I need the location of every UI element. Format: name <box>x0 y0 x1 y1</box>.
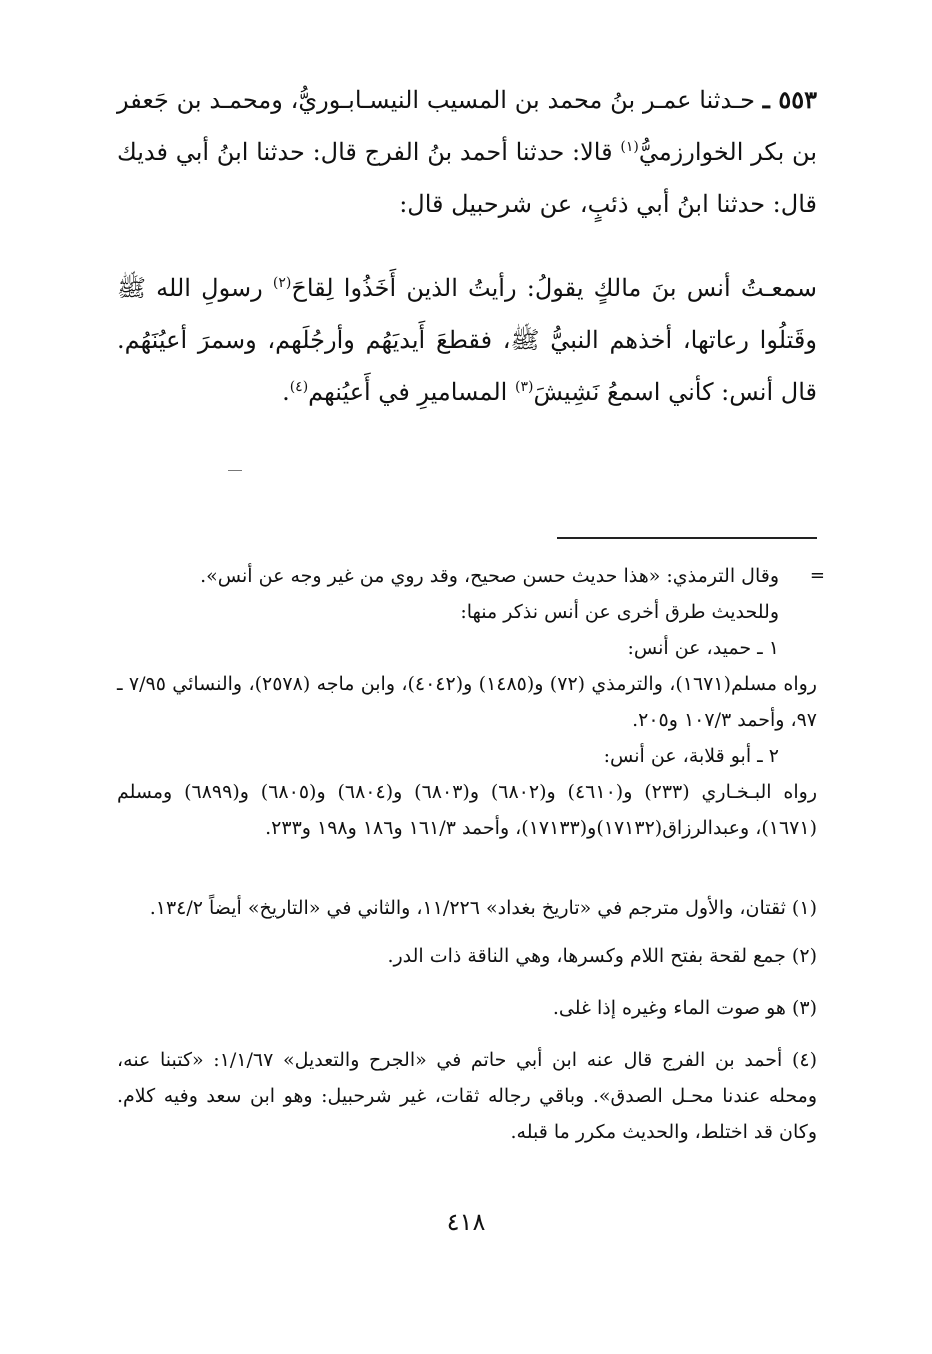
hadith-number: ٥٥٣ ـ <box>762 85 817 114</box>
continued-note <box>117 558 825 846</box>
footnote-ref-2[interactable]: (٢) <box>272 275 292 291</box>
footnote-1: (١) ثقتان، والأول مترجم في «تاريخ بغداد» ١١/٢٢٦، والثاني في «التاريخ» أيضاً ١٣٤/٢. <box>149 897 817 919</box>
matn-text-3: المساميرِ في أَعيُنهم <box>308 378 508 406</box>
page-number: ٤١٨ <box>446 1208 486 1236</box>
matn-text-1: سمعـتُ أنس بنَ مالكٍ يقولُ: رأيتُ الذين أَخَذُوا لِقاحَ <box>291 274 817 302</box>
continuation-marker: = <box>809 565 825 586</box>
note-paragraph-1: رواه مسلم(١٦٧١)، والترمذي (٧٢) و(١٤٨٥) و(٤٠٤٢)، وابن ماجه (٢٥٧٨)، والنسائي ٧/٩٥ ـ ٩٧، وأحمد ١٠٧/٣ و٢٠٥. <box>117 673 817 731</box>
isnad-text-1: حـدثنا عمـر بنُ محمد بن المسيب النيسـابـوريُّ، ومحمـد بن جَعفر بن بكر الخوارزميُّ <box>117 86 817 166</box>
footnote-ref-1[interactable]: (١) <box>620 139 639 155</box>
footnote-3: (٣) هو صوت الماء وغيره إذا غلى. <box>552 997 817 1019</box>
note-line-4: ٢ ـ أبو قلابة، عن أنس: <box>603 745 779 767</box>
footnote-2: (٢) جمع لقحة بفتح اللام وكسرها، وهي الناقة ذات الدر. <box>387 945 817 967</box>
note-line-2: وللحديث طرق أخرى عن أنس نذكر منها: <box>460 601 779 623</box>
matn-paragraph <box>117 262 817 418</box>
hadith-isnad <box>117 74 817 230</box>
matn-text-2: رسولِ الله ﷺ وقَتلُوا رعاتها، أخذهم النبيُّ ﷺ، فقطعَ أَيديَهُم وأرجُلَهم، وسمرَ أعيُنَهُم. قال أنس: كأني اسمعُ نَشِيشَ <box>117 274 817 406</box>
footnote-ref-3[interactable]: (٣) <box>514 379 534 395</box>
footnote-separator <box>557 537 817 539</box>
hadith-matn <box>117 262 817 418</box>
stray-mark <box>228 470 242 471</box>
note-line-3: ١ ـ حميد، عن أنس: <box>627 637 779 659</box>
matn-end: . <box>282 378 290 406</box>
footnote-4: (٤) أحمد بن الفرج قال عنه ابن أبي حاتم في «الجرح والتعديل» ١/١/٦٧: «كتبنا عنه، ومحله عندنا محـل الصدق». وباقي رجاله ثقات، غير شرحبيل: وهو ابن سعد وفيه كلام. وكان قد اختلط، والحديث مكرر ما قبله. <box>117 1049 817 1143</box>
note-line-1 <box>117 558 825 594</box>
note-paragraph-2: رواه البـخـاري (٢٣٣) و(٤٦١٠) و(٦٨٠٢) و(٦٨٠٣) و(٦٨٠٤) و(٦٨٠٥) و(٦٨٩٩) ومسلم (١٦٧١)، وعبدالرزاق(١٧١٣٢)و(١٧١٣٣)، وأحمد ١٦١/٣ و١٨٦ و١٩٨ و٢٣٣. <box>117 781 817 839</box>
isnad-paragraph <box>117 74 817 230</box>
footnotes <box>117 890 817 1162</box>
footnote-ref-4[interactable]: (٤) <box>289 379 309 395</box>
isnad-text-2: قالا: حدثنا أحمد بنُ الفرج قال: حدثنا ابنُ أبي فديك قال: حدثنا ابنُ أبي ذئبٍ، عن شرحبيل قال: <box>117 138 817 218</box>
note-line-1-text: وقال الترمذي: «هذا حديث حسن صحيح، وقد روي من غير وجه عن أنس». <box>200 565 779 587</box>
